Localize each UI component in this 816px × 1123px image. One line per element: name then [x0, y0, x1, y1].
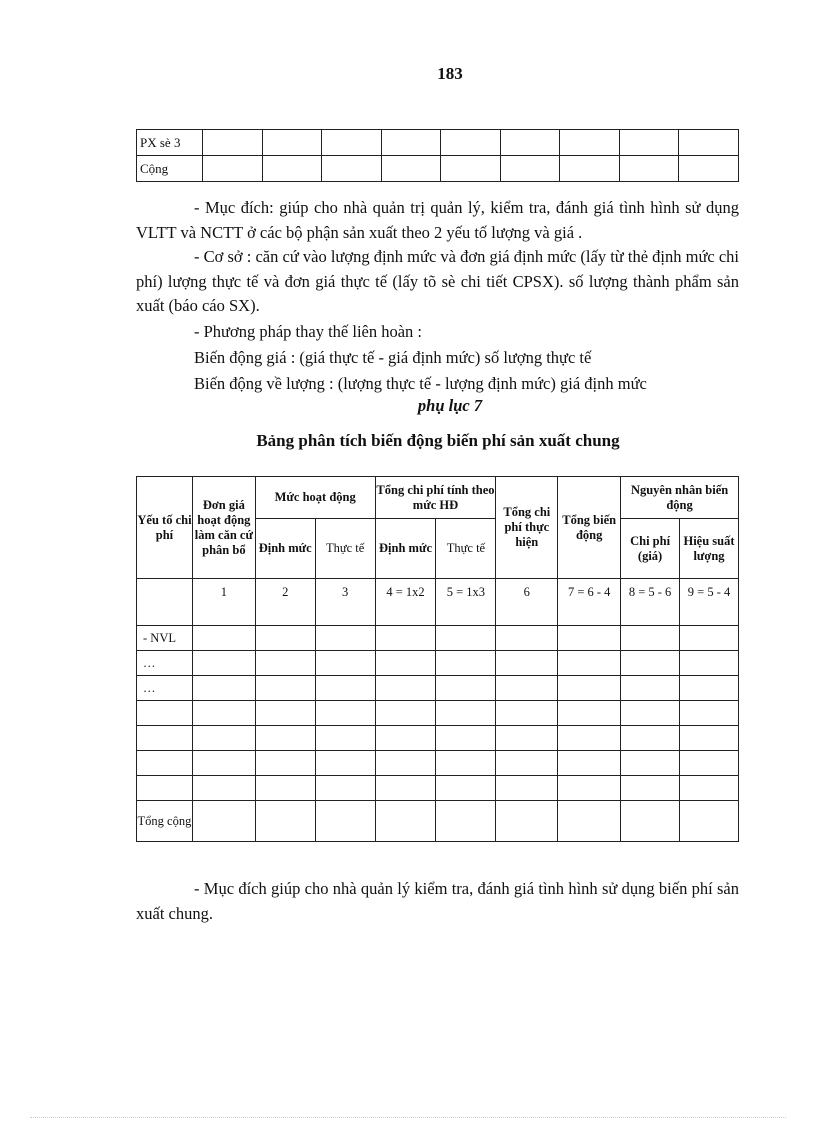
- header-total-cost: Tổng chi phí tính theo mức HĐ: [375, 477, 496, 519]
- table-row: [137, 726, 739, 751]
- row-label: …: [137, 676, 193, 701]
- table-row: [137, 156, 739, 182]
- table-row: [137, 130, 739, 156]
- table-row: [137, 676, 739, 701]
- header-efficiency: Hiệu suất lượng: [680, 519, 739, 579]
- paragraph-purpose: - Mục đích: giúp cho nhà quản trị quản lý, kiểm tra, đánh giá tình hình sử dụng VLTT và NCTT ở các bộ phận sản xuất theo 2 yếu tố lượng và giá .: [136, 198, 739, 242]
- header-norm-2: Định mức: [375, 519, 436, 579]
- header-actual-2: Thực tế: [436, 519, 496, 579]
- index-cell: 7 = 6 - 4: [558, 579, 621, 626]
- row-label: PX sè 3: [137, 130, 203, 156]
- header-activity-level: Mức hoạt động: [255, 477, 375, 519]
- page-number: 183: [437, 64, 463, 83]
- row-label: - NVL: [137, 626, 193, 651]
- index-cell: 8 = 5 - 6: [621, 579, 680, 626]
- appendix-title: phụ lục 7: [417, 396, 483, 415]
- row-label: [137, 726, 193, 751]
- paragraph-method: - Phương pháp thay thế liên hoàn :: [194, 322, 423, 341]
- index-row: [137, 579, 739, 626]
- total-label: Tổng cộng: [137, 801, 193, 842]
- index-cell: 9 = 5 - 4: [680, 579, 739, 626]
- header-total-variance: Tổng biến động: [558, 477, 621, 579]
- header-total-actual: Tổng chi phí thực hiện: [496, 477, 558, 579]
- header-norm: Định mức: [255, 519, 315, 579]
- top-table: [136, 129, 739, 182]
- row-label: [137, 751, 193, 776]
- row-label: [137, 701, 193, 726]
- paragraph-basis: - Cơ sở : căn cứ vào lượng định mức và đơn giá định mức (lấy từ thẻ định mức chi phí) lượng thực tế và đơn giá thực tế (lấy tõ sè chi tiết CPSX). số lượng thành phẩm sản xuất (báo cáo SX).: [136, 247, 739, 315]
- index-cell: 1: [192, 579, 255, 626]
- header-cost-price: Chi phí (giá): [621, 519, 680, 579]
- header-actual: Thực tế: [315, 519, 375, 579]
- table-row: [137, 651, 739, 676]
- table-header-row: [137, 477, 739, 519]
- table-row: [137, 701, 739, 726]
- table-title: Bảng phân tích biến động biến phí sản xuất chung: [256, 431, 620, 450]
- row-label: [137, 776, 193, 801]
- row-label: …: [137, 651, 193, 676]
- header-factor: Yếu tố chi phí: [137, 477, 193, 579]
- table-row: [137, 751, 739, 776]
- page-bottom-border: [30, 1117, 786, 1118]
- header-causes: Nguyên nhân biến động: [621, 477, 739, 519]
- index-cell: 2: [255, 579, 315, 626]
- row-label: Cộng: [137, 156, 203, 182]
- index-cell: 6: [496, 579, 558, 626]
- paragraph-price-variance: Biến động giá : (giá thực tế - giá định mức) số lượng thực tế: [194, 348, 592, 367]
- paragraph-conclusion: - Mục đích giúp cho nhà quản lý kiểm tra, đánh giá tình hình sử dụng biến phí sản xuất chung.: [136, 879, 739, 923]
- header-unit-price: Đơn giá hoạt động làm căn cứ phân bổ: [192, 477, 255, 579]
- index-cell: 5 = 1x3: [436, 579, 496, 626]
- index-cell: 3: [315, 579, 375, 626]
- paragraph-quantity-variance: Biến động về lượng : (lượng thực tế - lượng định mức) giá định mức: [194, 374, 647, 393]
- table-row: [137, 626, 739, 651]
- variance-table: [136, 476, 739, 842]
- index-cell: 4 = 1x2: [375, 579, 436, 626]
- total-row: [137, 801, 739, 842]
- table-row: [137, 776, 739, 801]
